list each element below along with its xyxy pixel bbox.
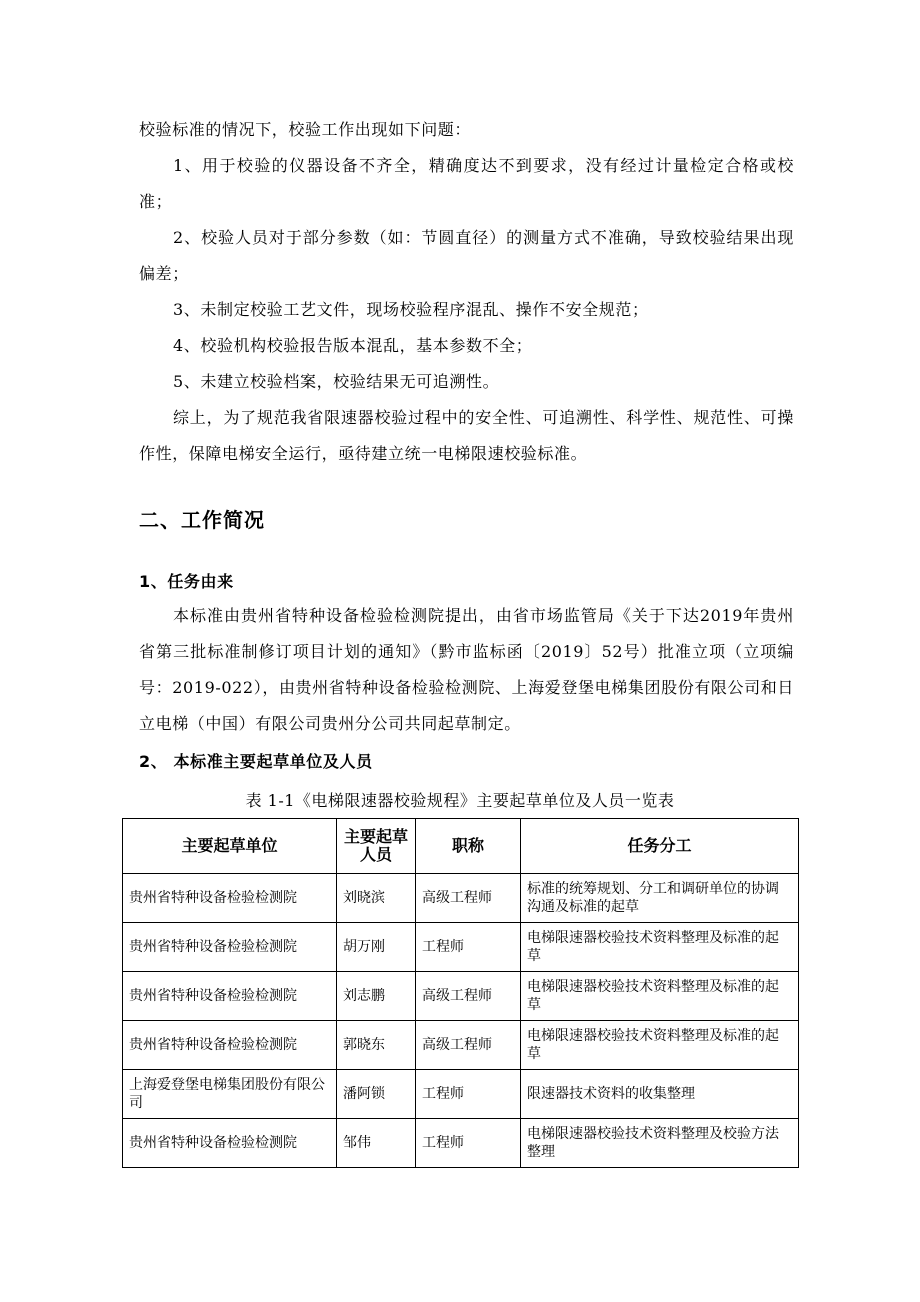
table-row — [123, 923, 799, 972]
cell-title: 工程师 — [416, 1119, 521, 1168]
cell-task: 电梯限速器校验技术资料整理及标准的起草 — [521, 972, 799, 1021]
cell-unit: 上海爱登堡电梯集团股份有限公司 — [123, 1070, 337, 1119]
issue-item-3: 3、未制定校验工艺文件，现场校验程序混乱、操作不安全规范； — [173, 300, 649, 319]
header-title: 职称 — [416, 819, 521, 874]
header-task: 任务分工 — [521, 819, 799, 874]
cell-person: 刘晓滨 — [337, 874, 416, 923]
cell-person: 邹伟 — [337, 1119, 416, 1168]
cell-unit: 贵州省特种设备检验检测院 — [123, 874, 337, 923]
table-row — [123, 874, 799, 923]
issue-item-4: 4、校验机构校验报告版本混乱，基本参数不全； — [173, 336, 533, 355]
cell-unit: 贵州省特种设备检验检测院 — [123, 923, 337, 972]
table-row — [123, 972, 799, 1021]
cell-task: 标准的统筹规划、分工和调研单位的协调沟通及标准的起草 — [521, 874, 799, 923]
issue-item-5: 5、未建立校验档案，校验结果无可追溯性。 — [173, 372, 500, 391]
header-unit: 主要起草单位 — [123, 819, 337, 874]
table-caption: 表 1-1《电梯限速器校验规程》主要起草单位及人员一览表 — [245, 791, 675, 810]
subsection-heading-task-origin: 1、任务由来 — [139, 572, 234, 591]
cell-person: 潘阿锁 — [337, 1070, 416, 1119]
intro-line: 校验标准的情况下，校验工作出现如下问题： — [139, 120, 472, 139]
section-heading: 二、工作简况 — [139, 508, 265, 532]
summary-paragraph: 综上，为了规范我省限速器校验过程中的安全性、可追溯性、科学性、规范性、可操作性，保障电梯安全运行，亟待建立统一电梯限速校验标准。 — [139, 408, 794, 463]
table-header-row — [123, 819, 799, 874]
cell-title: 工程师 — [416, 923, 521, 972]
cell-title: 工程师 — [416, 1070, 521, 1119]
cell-task: 电梯限速器校验技术资料整理及标准的起草 — [521, 1021, 799, 1070]
cell-unit: 贵州省特种设备检验检测院 — [123, 1021, 337, 1070]
cell-person: 胡万刚 — [337, 923, 416, 972]
cell-task: 电梯限速器校验技术资料整理及校验方法整理 — [521, 1119, 799, 1168]
cell-task: 限速器技术资料的收集整理 — [521, 1070, 799, 1119]
cell-person: 刘志鹏 — [337, 972, 416, 1021]
cell-title: 高级工程师 — [416, 1021, 521, 1070]
cell-title: 高级工程师 — [416, 972, 521, 1021]
drafters-table — [122, 818, 799, 1168]
cell-unit: 贵州省特种设备检验检测院 — [123, 972, 337, 1021]
table-row — [123, 1070, 799, 1119]
cell-unit: 贵州省特种设备检验检测院 — [123, 1119, 337, 1168]
issue-item-2: 2、校验人员对于部分参数（如：节圆直径）的测量方式不准确，导致校验结果出现偏差； — [139, 228, 794, 283]
table-row — [123, 1119, 799, 1168]
header-person: 主要起草人员 — [337, 819, 416, 874]
cell-title: 高级工程师 — [416, 874, 521, 923]
cell-task: 电梯限速器校验技术资料整理及标准的起草 — [521, 923, 799, 972]
cell-person: 郭晓东 — [337, 1021, 416, 1070]
issue-item-1: 1、用于校验的仪器设备不齐全，精确度达不到要求，没有经过计量检定合格或校准； — [139, 156, 794, 211]
task-origin-paragraph: 本标准由贵州省特种设备检验检测院提出，由省市场监管局《关于下达2019年贵州省第三批标准制修订项目计划的通知》（黔市监标函〔2019〕52号）批准立项（立项编号：2019-022），由贵州省特种设备检验检测院、上海爱登堡电梯集团股份有限公司和日立电梯（中国）有限公司贵州分公司共同起草制定。 — [139, 606, 794, 733]
table-row — [123, 1021, 799, 1070]
subsection-heading-drafters: 2、 本标准主要起草单位及人员 — [139, 752, 373, 771]
